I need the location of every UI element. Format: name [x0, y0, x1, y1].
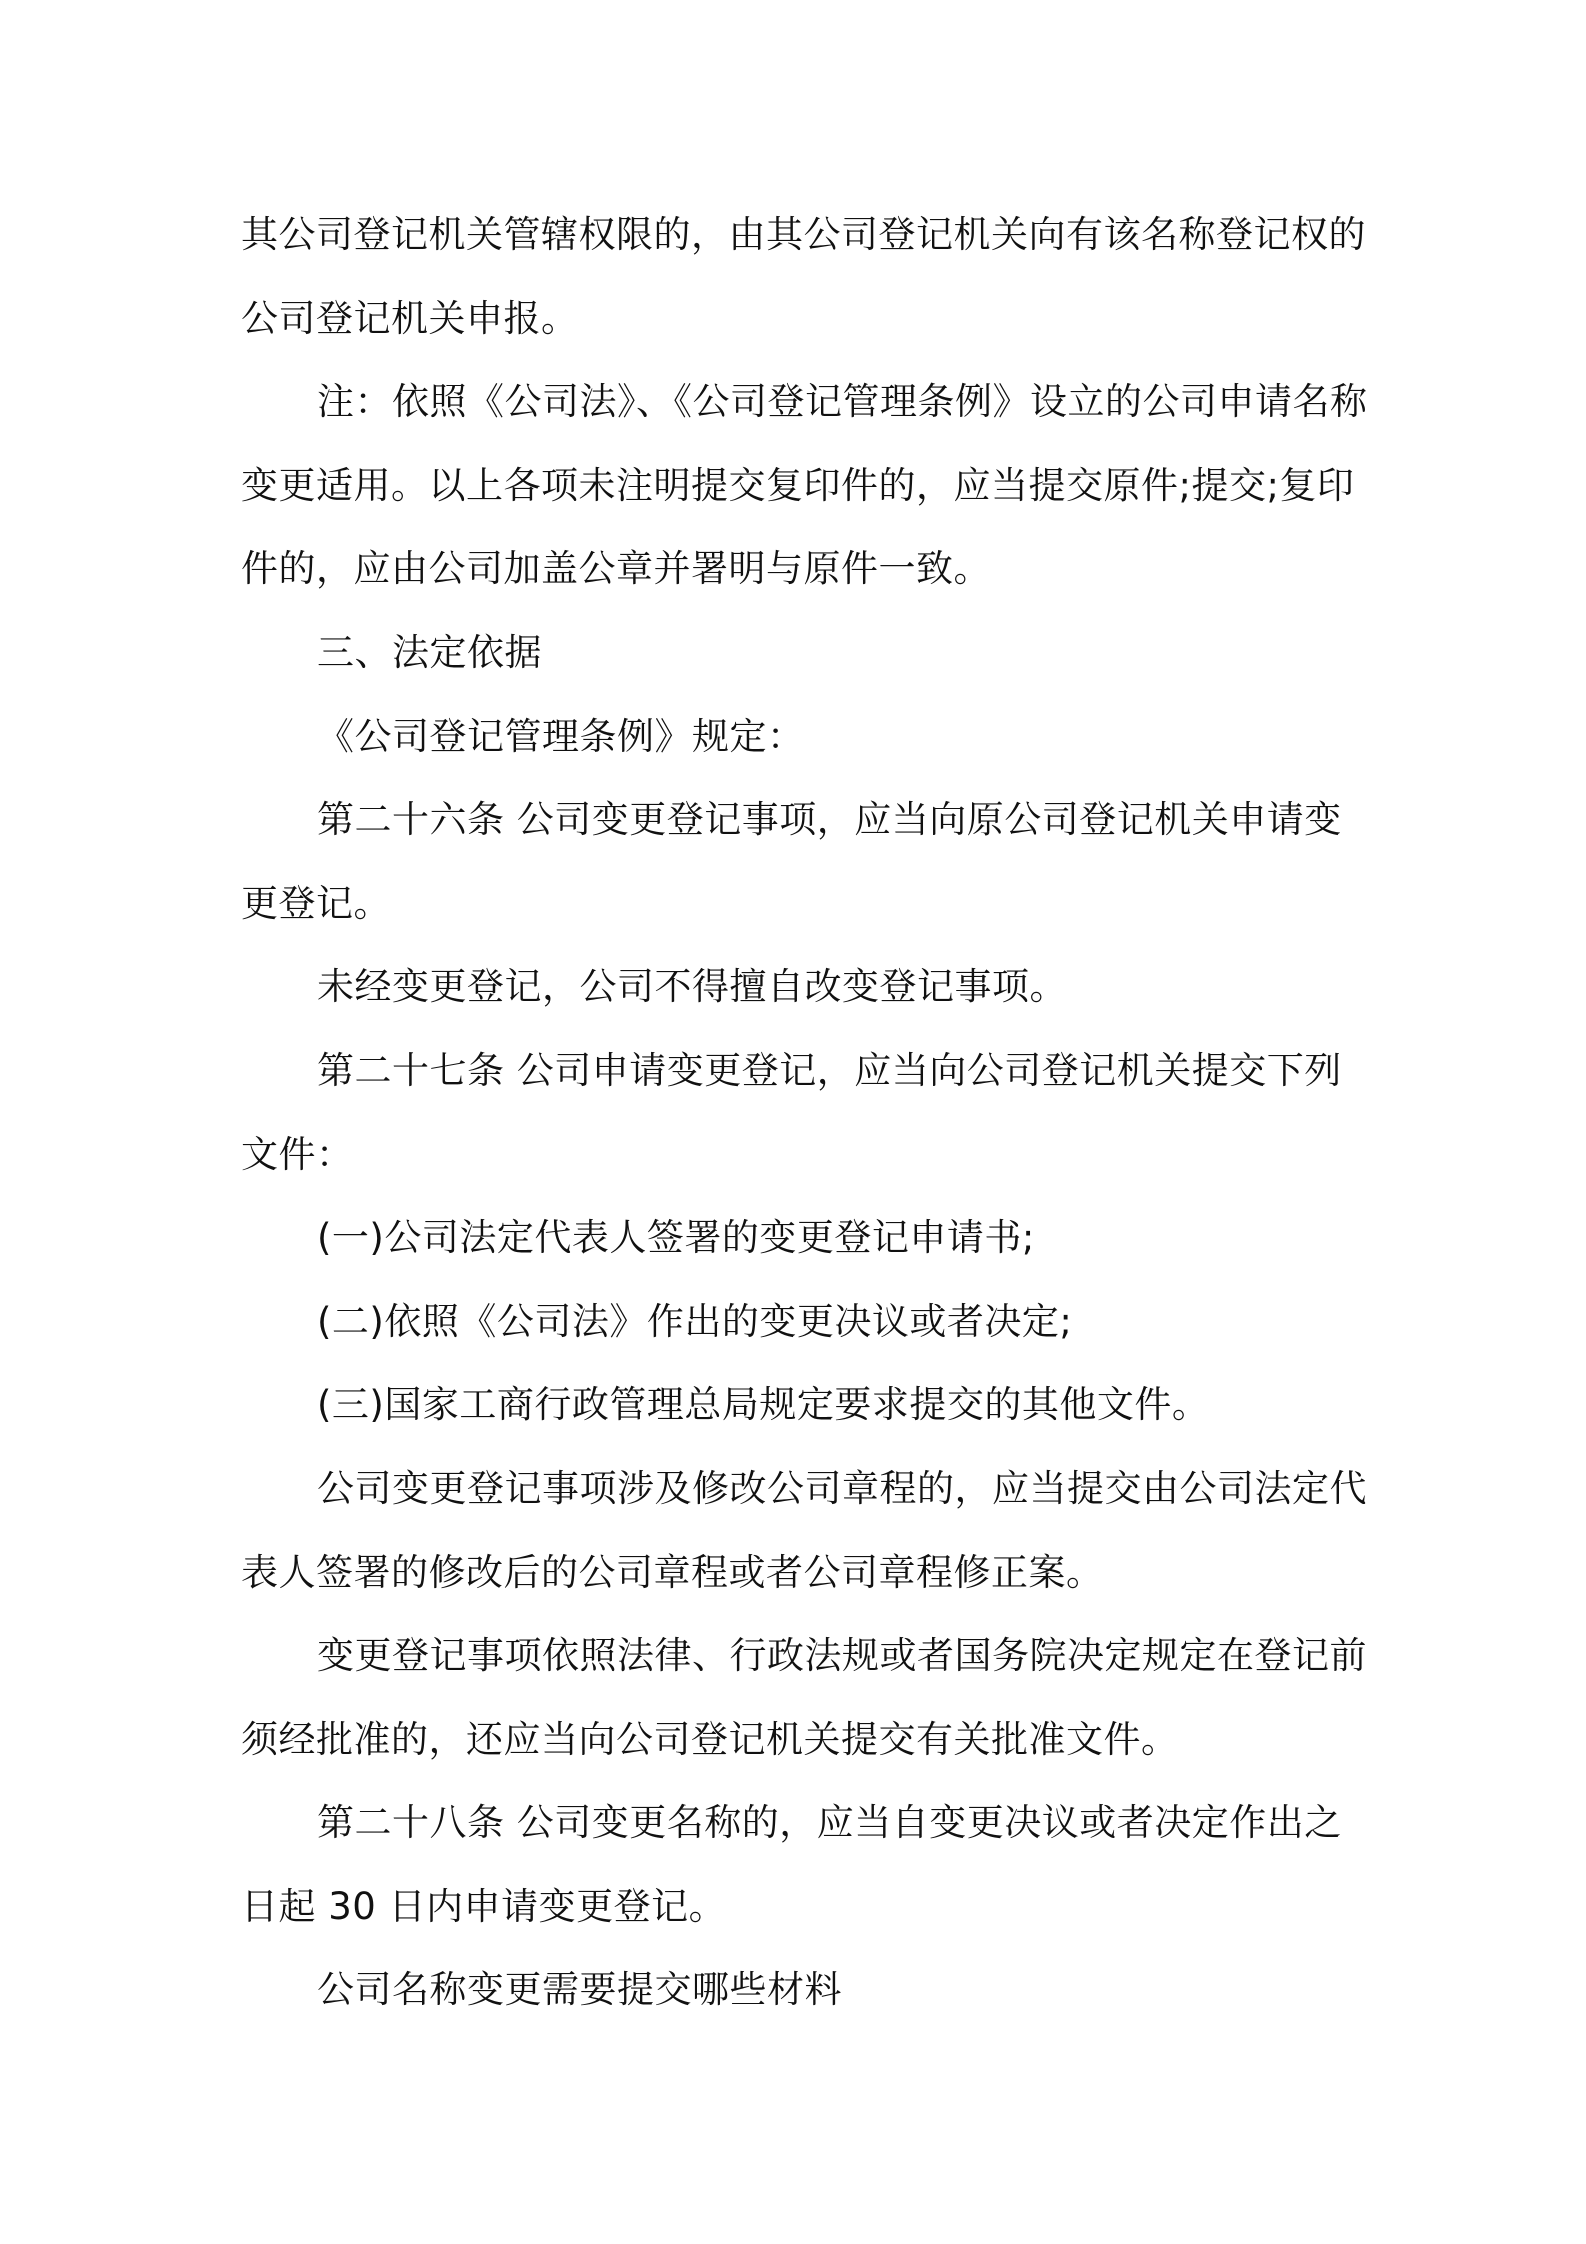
text-line: 注：依照《公司法》、《公司登记管理条例》设立的公司申请名称: [317, 380, 1368, 424]
text-line: 公司登记机关申报。: [241, 296, 579, 340]
text-line: 须经批准的，还应当向公司登记机关提交有关批准文件。: [241, 1717, 1179, 1761]
text-line: 《公司登记管理条例》规定：: [317, 714, 805, 758]
text-line: 变更登记事项依照法律、行政法规或者国务院决定规定在登记前: [317, 1634, 1367, 1678]
text-line: 表人签署的修改后的公司章程或者公司章程修正案。: [241, 1550, 1104, 1594]
text-line: 公司变更登记事项涉及修改公司章程的，应当提交由公司法定代: [317, 1466, 1367, 1510]
list-item: (二)依照《公司法》作出的变更决议或者决定;: [317, 1299, 1073, 1343]
document-body: [241, 193, 1368, 2032]
article-28-line: 第二十八条 公司变更名称的，应当自变更决议或者决定作出之: [317, 1801, 1342, 1845]
list-item: (一)公司法定代表人签署的变更登记申请书;: [317, 1216, 1035, 1260]
text-line: 未经变更登记，公司不得擅自改变登记事项。: [317, 965, 1067, 1009]
text-line: 件的，应由公司加盖公章并署明与原件一致。: [241, 547, 991, 591]
section-heading: 三、法定依据: [317, 630, 542, 674]
text-line: 更登记。: [241, 881, 391, 925]
list-item: (三)国家工商行政管理总局规定要求提交的其他文件。: [317, 1383, 1210, 1427]
article-26-line: 第二十六条 公司变更登记事项，应当向原公司登记机关申请变: [317, 798, 1342, 842]
text-line: 变更适用。以上各项未注明提交复印件的，应当提交原件;提交;复印: [241, 463, 1355, 507]
text-line: 日起 30 日内申请变更登记。: [241, 1884, 727, 1928]
text-line: 文件：: [241, 1132, 354, 1176]
article-27-line: 第二十七条 公司申请变更登记，应当向公司登记机关提交下列: [317, 1048, 1342, 1092]
closing-heading: 公司名称变更需要提交哪些材料: [317, 1968, 842, 2012]
text-line: 其公司登记机关管辖权限的，由其公司登记机关向有该名称登记权的: [241, 213, 1366, 256]
